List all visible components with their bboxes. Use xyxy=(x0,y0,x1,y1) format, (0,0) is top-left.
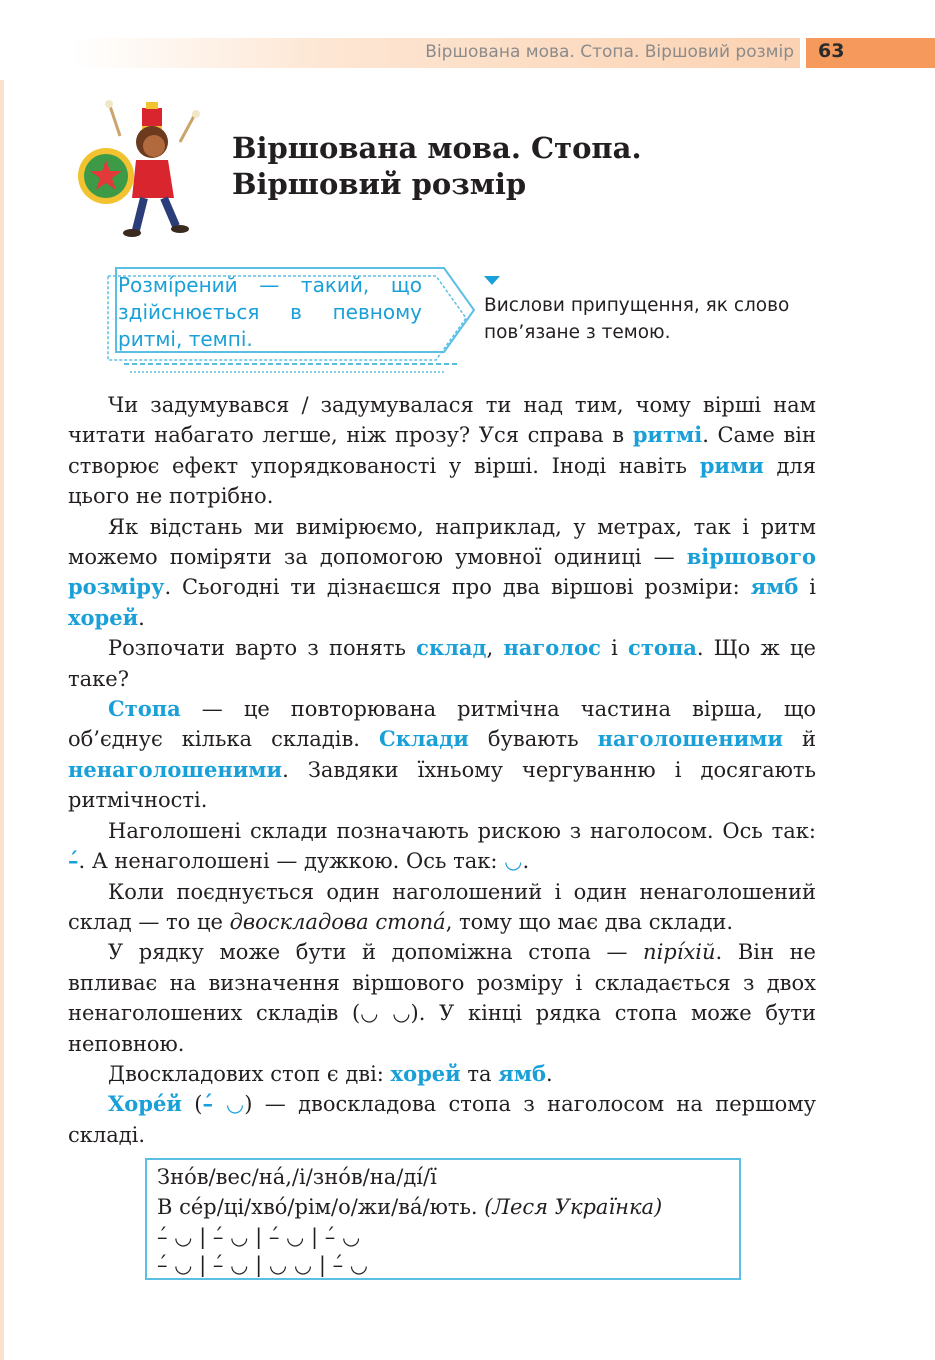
triangle-marker-icon xyxy=(484,276,500,285)
paragraph-7: У рядку може бути й допоміжна стопа — пірі́хій. Він не впливає на визначення віршового розміру і складається з двох ненаголошених складів (◡ ◡). У кінці рядка стопа може бути неповною. xyxy=(68,940,816,1056)
example-box xyxy=(145,1158,741,1280)
task-hint: Вислови припущення, як слово пов’язане з темою. xyxy=(484,295,790,343)
title-line-2: Віршовий розмір xyxy=(232,167,527,201)
paragraph-6: Коли поєднується один наголошений і один ненаголошений склад — то це двоскладова стопа́, тому що має два склади. xyxy=(68,879,816,934)
definition-text: Розмі́рений — такий, що здійснюється в певному ритмі, темпі. xyxy=(118,273,422,351)
page-number-tab xyxy=(806,38,935,68)
definition-box xyxy=(106,266,478,378)
paragraph-2: Як відстань ми вимірюємо, наприклад, у метрах, так і ритм можемо поміряти за допомогою умовної одиниці — віршового розміру. Сьогодні ти дізнаєшся про два віршові розміри: ямб і хорей. xyxy=(68,514,816,630)
paragraph-1: Чи задумувався / задумувалася ти над тим, чому вірші нам читати набагато легше, ніж прозу? Уся справа в ритмі. Саме він створює ефект упорядкованості у вірші. Іноді навіть рими для цього не потрібно. xyxy=(68,393,817,509)
example-author: (Леся Українка) xyxy=(484,1195,663,1219)
example-line-2: В се́р/ці/хво́/рім/о/жи/ва́/ють. (Леся Українка) xyxy=(157,1195,663,1219)
example-scheme-2: –́ ◡ | –́ ◡ | ◡ ◡ | –́ ◡ xyxy=(157,1253,369,1277)
stressed-mark-icon: –́ xyxy=(68,848,79,874)
paragraph-8: Двоскладових стоп є дві: хорей та ямб. xyxy=(108,1060,553,1086)
title-line-1: Віршована мова. Стопа. xyxy=(232,131,642,165)
example-scheme-1: –́ ◡ | –́ ◡ | –́ ◡ | –́ ◡ xyxy=(157,1225,361,1249)
paragraph-9: Хоре́й (–́ ◡) — двоскладова стопа з наголосом на першому складі. xyxy=(68,1091,816,1147)
example-line-1: Зно́в/вес/на́,/і/зно́в/на/ді́/ї xyxy=(157,1165,437,1189)
page-edge-strip xyxy=(0,80,4,1360)
main-text xyxy=(68,390,816,1150)
page-number: 63 xyxy=(818,40,845,62)
paragraph-5: Наголошені склади позначають рискою з наголосом. Ось так: –́. А ненаголошені — дужкою. Ось так: ◡. xyxy=(68,818,816,874)
unstressed-mark-icon: ◡ xyxy=(504,848,523,874)
running-header xyxy=(72,38,800,68)
paragraph-4: Стопа — це повторювана ритмічна частина вірша, що об’єднує кілька складів. Склади бувають наголошеними й ненаголошеними. Завдяки їхньому чергуванню і досягають ритмічності. xyxy=(68,696,817,813)
paragraph-3: Розпочати варто з понять склад, наголос і стопа. Що ж це таке? xyxy=(68,635,816,691)
running-title: Віршована мова. Стопа. Віршовий розмір xyxy=(425,42,794,62)
drummer-mascot-illustration xyxy=(72,98,222,238)
page-title xyxy=(232,130,642,202)
